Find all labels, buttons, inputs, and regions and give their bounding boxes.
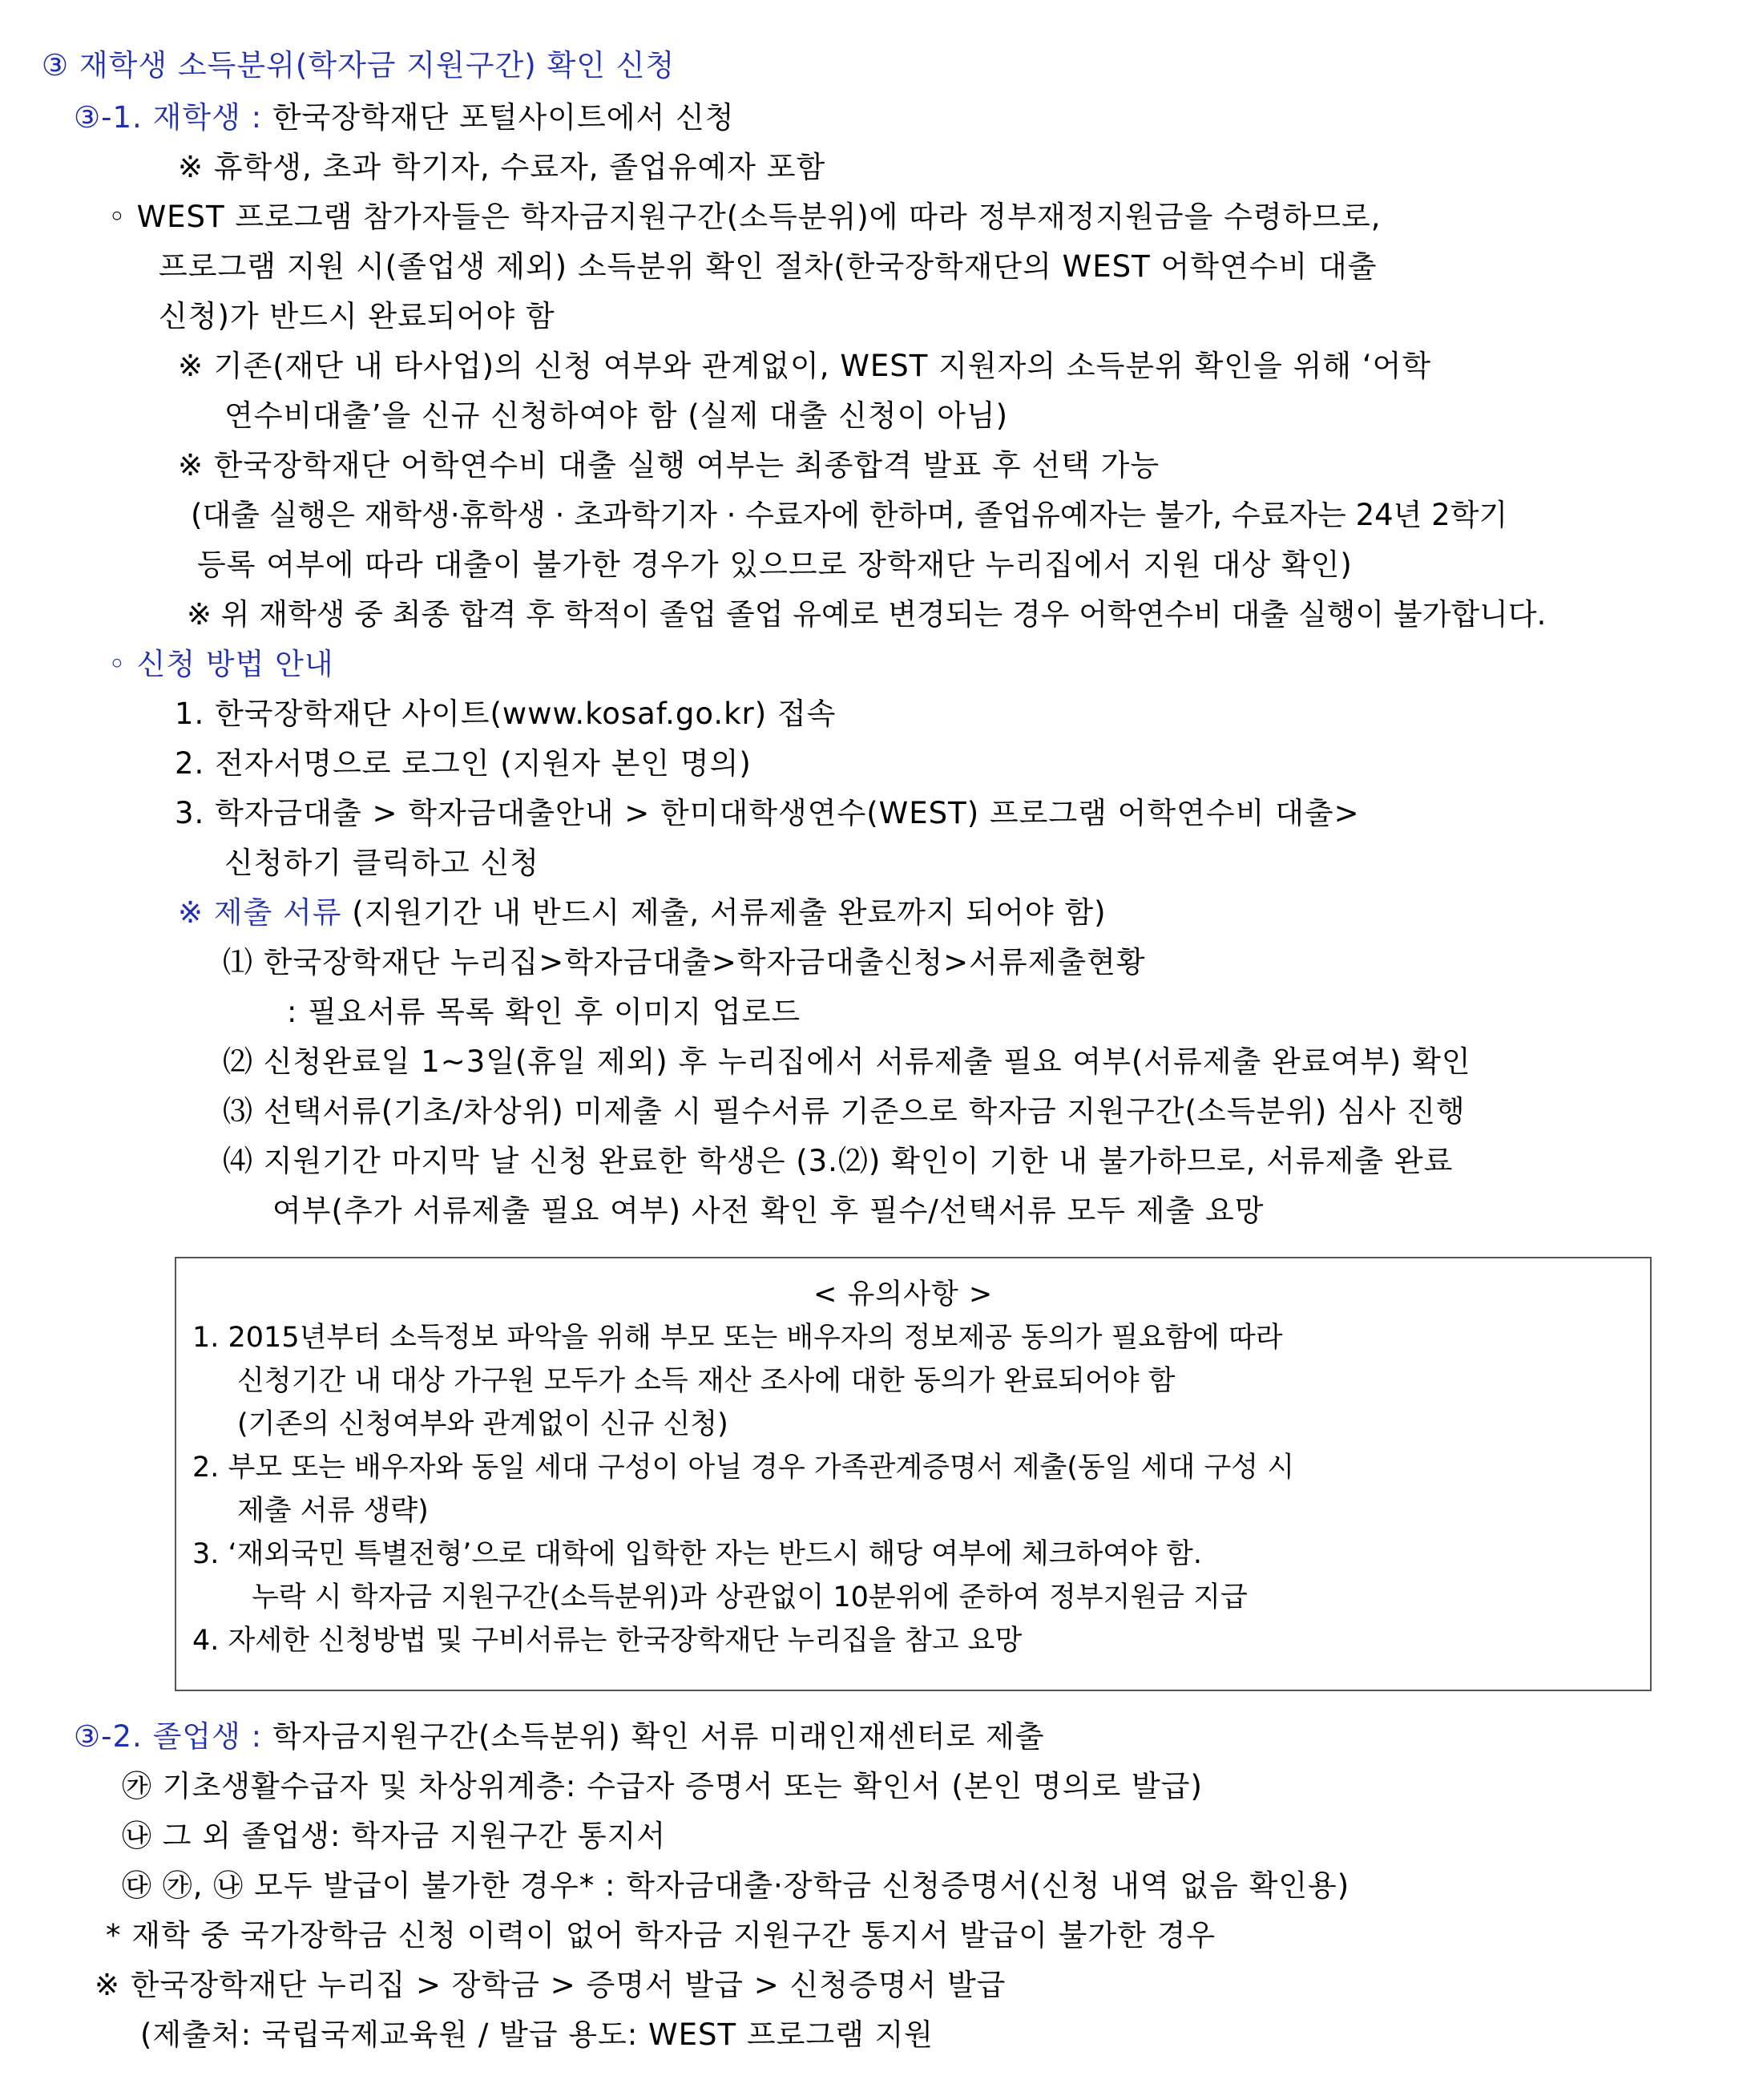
sub1-label: ③-1. 재학생 :	[74, 100, 263, 135]
docs-text: (지원기간 내 반드시 제출, 서류제출 완료까지 되어야 함)	[352, 895, 1107, 930]
sub2-item-3: ㉰ ㉮, ㉯ 모두 발급이 불가한 경우* : 학자금대출·장학금 신청증명서(신청 내역 없음 확인용)	[122, 1868, 1350, 1903]
docs-item-3: ⑶ 선택서류(기초/차상위) 미제출 시 필수서류 기준으로 학자금 지원구간(소득분위) 심사 진행	[223, 1094, 1466, 1129]
sub2-label: ③-2. 졸업생 :	[74, 1719, 263, 1754]
sub2-destination: (제출처: 국립국제교육원 / 발급 용도: WEST 프로그램 지원	[140, 2017, 934, 2052]
docs-line	[178, 895, 1107, 930]
notice-line-2: 신청기간 내 대상 가구원 모두가 소득 재산 조사에 대한 동의가 완료되어야 함	[237, 1365, 1176, 1397]
note-line-2: 연수비대출’을 신규 신청하여야 함 (실제 대출 신청이 아님)	[224, 398, 1009, 433]
sub2-text: 학자금지원구간(소득분위) 확인 서류 미래인재센터로 제출	[272, 1719, 1045, 1754]
docs-item-4-cont: 여부(추가 서류제출 필요 여부) 사전 확인 후 필수/선택서류 모두 제출 요망	[272, 1193, 1265, 1228]
docs-item-2: ⑵ 신청완료일 1~3일(휴일 제외) 후 누리집에서 서류제출 필요 여부(서류제출 완료여부) 확인	[223, 1044, 1471, 1079]
notice-line-5: 제출 서류 생략)	[237, 1495, 429, 1527]
method-heading: ◦ 신청 방법 안내	[108, 647, 334, 681]
note-line-4: (대출 실행은 재학생·휴학생 · 초과학기자 · 수료자에 한하며, 졸업유예자는 불가, 수료자는 24년 2학기	[191, 498, 1508, 532]
sub1-text: 한국장학재단 포털사이트에서 신청	[272, 100, 735, 135]
paragraph-line-1: ◦ WEST 프로그램 참가자들은 학자금지원구간(소득분위)에 따라 정부재정지원금을 수령하므로,	[108, 200, 1382, 234]
sub2-footnote: * 재학 중 국가장학금 신청 이력이 없어 학자금 지원구간 통지서 발급이 불가한 경우	[106, 1918, 1216, 1953]
docs-label: ※ 제출 서류	[178, 895, 342, 930]
sub1-line	[74, 100, 735, 135]
note-line-5: 등록 여부에 따라 대출이 불가한 경우가 있으므로 장학재단 누리집에서 지원 대상 확인)	[197, 547, 1353, 582]
notice-line-4: 2. 부모 또는 배우자와 동일 세대 구성이 아닐 경우 가족관계증명서 제출(동일 세대 구성 시	[192, 1452, 1295, 1484]
sub2-line	[74, 1719, 1045, 1754]
method-step-1: 1. 한국장학재단 사이트(www.kosaf.go.kr) 접속	[175, 697, 837, 731]
note-line-1: ※ 기존(재단 내 타사업)의 신청 여부와 관계없이, WEST 지원자의 소득분위 확인을 위해 ‘어학	[178, 349, 1432, 383]
note-line-6: ※ 위 재학생 중 최종 합격 후 학적이 졸업 졸업 유예로 변경되는 경우 어학연수비 대출 실행이 불가합니다.	[187, 597, 1547, 632]
notice-line-7: 누락 시 학자금 지원구간(소득분위)과 상관없이 10분위에 준하여 정부지원금 지급	[252, 1581, 1248, 1613]
sub1-note: ※ 휴학생, 초과 학기자, 수료자, 졸업유예자 포함	[178, 150, 826, 184]
notice-line-6: 3. ‘재외국민 특별전형’으로 대학에 입학한 자는 반드시 해당 여부에 체크하여야 함.	[192, 1538, 1202, 1570]
docs-item-1-cont: : 필요서류 목록 확인 후 이미지 업로드	[287, 995, 801, 1029]
section-heading: ③ 재학생 소득분위(학자금 지원구간) 확인 신청	[42, 48, 676, 83]
method-step-3: 3. 학자금대출 > 학자금대출안내 > 한미대학생연수(WEST) 프로그램 어학연수비 대출>	[175, 796, 1360, 830]
sub2-item-1: ㉮ 기초생활수급자 및 차상위계층: 수급자 증명서 또는 확인서 (본인 명의로 발급)	[122, 1769, 1203, 1803]
note-line-3: ※ 한국장학재단 어학연수비 대출 실행 여부는 최종합격 발표 후 선택 가능	[178, 448, 1160, 483]
sub2-path: ※ 한국장학재단 누리집 > 장학금 > 증명서 발급 > 신청증명서 발급	[95, 1968, 1007, 2002]
method-step-2: 2. 전자서명으로 로그인 (지원자 본인 명의)	[175, 746, 752, 781]
notice-line-3: (기존의 신청여부와 관계없이 신규 신청)	[237, 1408, 728, 1440]
docs-item-4: ⑷ 지원기간 마지막 날 신청 완료한 학생은 (3.⑵) 확인이 기한 내 불가하므로, 서류제출 완료	[223, 1144, 1454, 1178]
notice-title: < 유의사항 >	[813, 1278, 994, 1310]
notice-line-1: 1. 2015년부터 소득정보 파악을 위해 부모 또는 배우자의 정보제공 동의가 필요함에 따라	[192, 1322, 1283, 1354]
sub2-item-2: ㉯ 그 외 졸업생: 학자금 지원구간 통지서	[122, 1819, 667, 1853]
paragraph-line-3: 신청)가 반드시 완료되어야 함	[159, 299, 555, 333]
paragraph-line-2: 프로그램 지원 시(졸업생 제외) 소득분위 확인 절차(한국장학재단의 WEST 어학연수비 대출	[159, 249, 1378, 284]
notice-line-8: 4. 자세한 신청방법 및 구비서류는 한국장학재단 누리집을 참고 요망	[192, 1625, 1023, 1657]
docs-item-1: ⑴ 한국장학재단 누리집>학자금대출>학자금대출신청>서류제출현황	[223, 945, 1146, 979]
method-step-3-cont: 신청하기 클릭하고 신청	[224, 846, 539, 880]
